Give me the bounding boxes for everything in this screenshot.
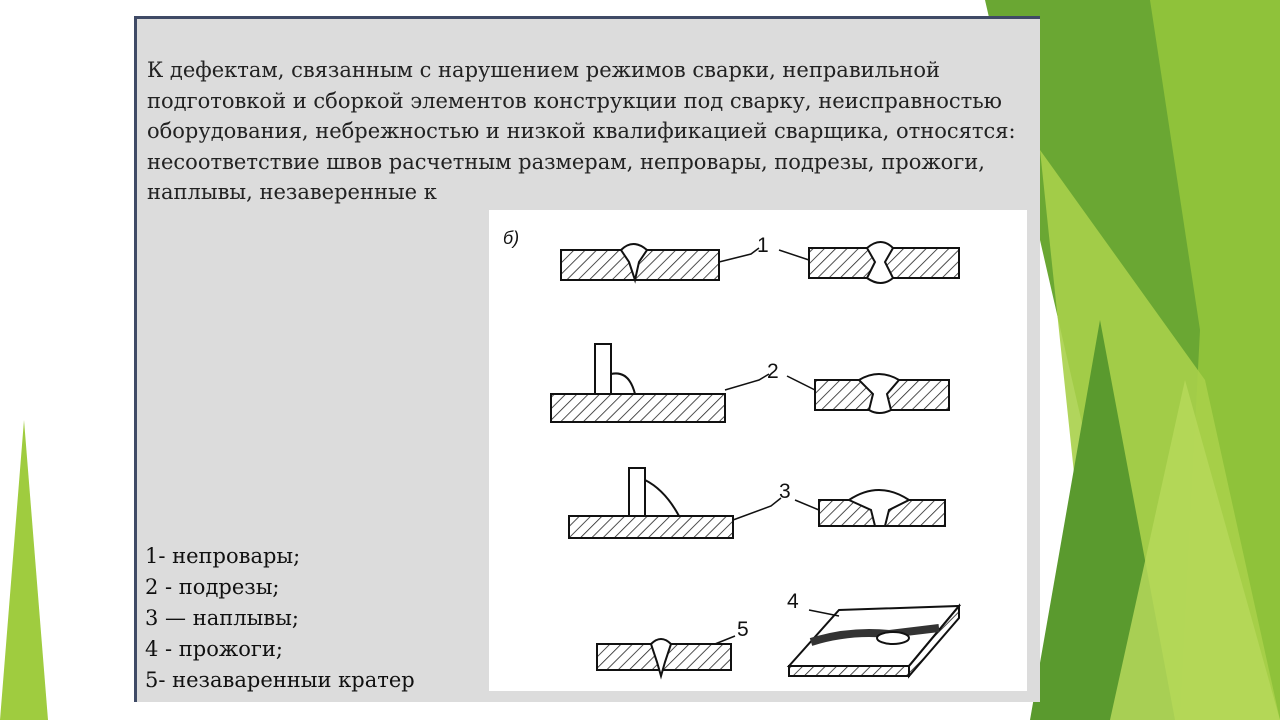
callout-1-label: 1 — [757, 234, 769, 257]
callout-3-label: 3 — [779, 480, 791, 503]
callout-4-leader — [809, 610, 839, 616]
legend-item: 5- незаваренныи кратер — [145, 668, 415, 692]
callout-5-label: 5 — [737, 618, 749, 641]
defect-3-tee-joint — [569, 468, 733, 538]
defect-2-tee-joint — [551, 344, 725, 422]
callout-4-label: 4 — [787, 590, 799, 613]
figure-sub-label: б) — [503, 228, 520, 248]
defect-4-burn-through-plate — [789, 606, 959, 676]
defect-3-butt-joint — [819, 490, 945, 526]
intro-paragraph: К дефектам, связанным с нарушением режимов сварки, неправильной подготовкой и сборкой элементов конструкции под сварку, неисправностью оборудования, небрежностью и низкой квалификацией сварщика, относятся: несоответствие швов расчетным размерам, непровары, подрезы, прожоги, наплывы, незаверенные к — [147, 58, 1016, 204]
weld-defects-drawing — [489, 210, 1027, 691]
defect-legend — [145, 541, 485, 696]
defect-2-butt-joint — [815, 374, 949, 413]
callout-3-leaders — [733, 498, 819, 520]
legend-item: 1- непровары; — [145, 544, 301, 568]
legend-item: 4 - прожоги; — [145, 637, 283, 661]
defect-1-butt-joint-left — [561, 244, 719, 280]
callout-5-leader — [715, 636, 735, 644]
defect-5-crater-joint — [597, 639, 731, 676]
callout-2-label: 2 — [767, 360, 779, 383]
legend-item: 2 - подрезы; — [145, 575, 280, 599]
bg-triangle-left — [0, 420, 48, 720]
legend-item: 3 — наплывы; — [145, 606, 299, 630]
weld-defects-figure — [489, 210, 1027, 691]
defect-1-butt-joint-right — [809, 242, 959, 283]
